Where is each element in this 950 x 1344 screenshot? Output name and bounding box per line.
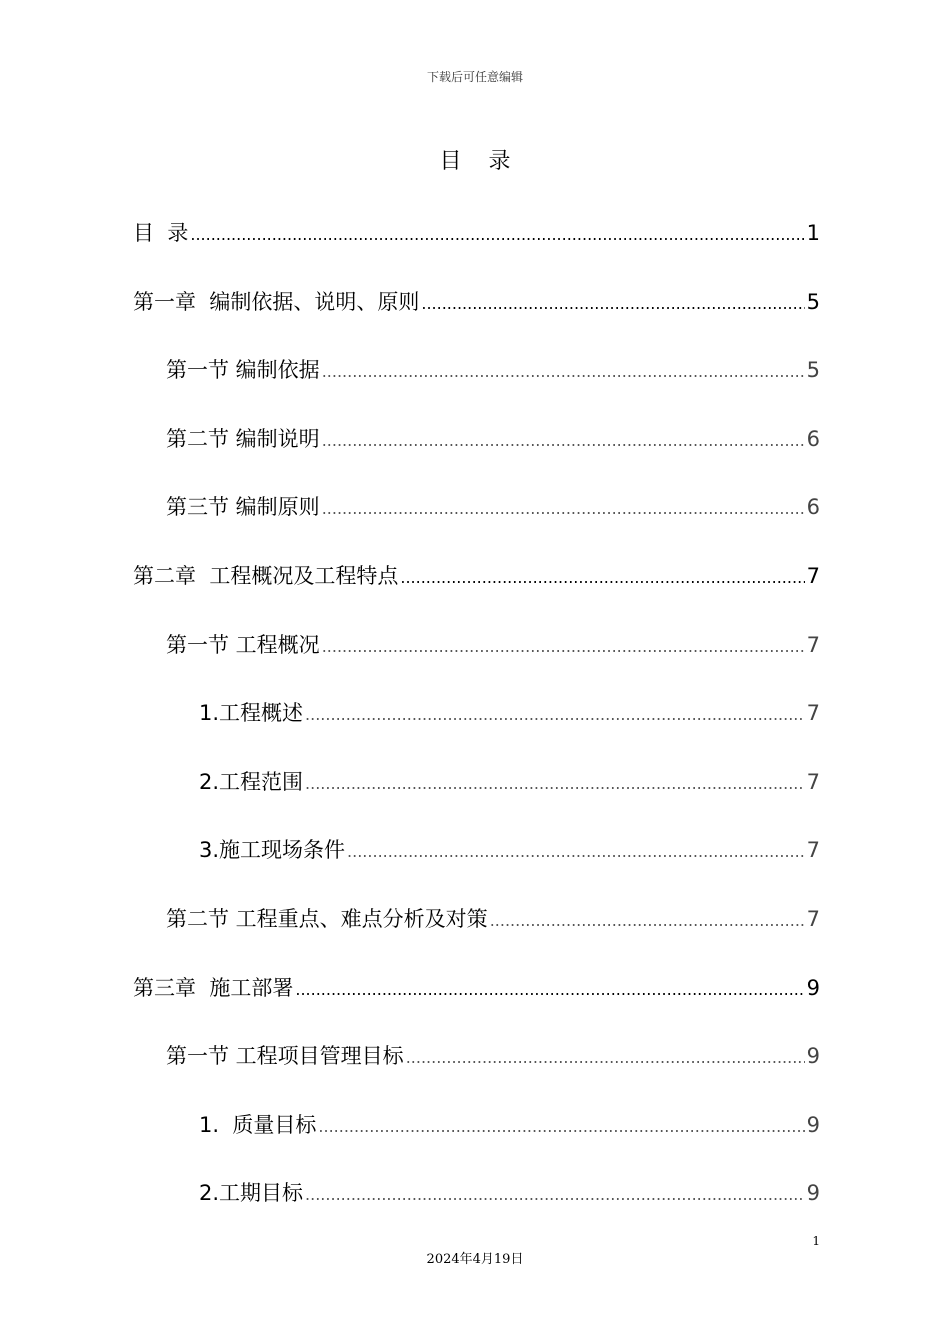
- toc-entry[interactable]: [166, 1039, 820, 1073]
- toc-entry[interactable]: [199, 1176, 820, 1210]
- toc-dot-leader: [406, 1041, 805, 1075]
- toc-entry[interactable]: [133, 216, 820, 250]
- toc-entry[interactable]: [166, 353, 820, 387]
- toc-entry-page-number: 5: [806, 290, 820, 314]
- footer-date: 2024年4月19日: [426, 1252, 524, 1267]
- toc-dot-leader: [318, 1110, 804, 1144]
- toc-entry-page-number: 7: [806, 701, 820, 725]
- toc-entry-label: 2.工期目标: [199, 1181, 304, 1205]
- toc-dot-leader: [305, 698, 805, 732]
- toc-dot-leader: [305, 1178, 805, 1212]
- page-title: 目 录: [439, 149, 521, 174]
- toc-entry-page-number: 9: [806, 1181, 820, 1205]
- toc-entry-label: 第一节 工程概况: [166, 633, 320, 657]
- toc-entry-label: 第三节 编制原则: [166, 495, 320, 519]
- toc-entry-page-number: 6: [806, 495, 820, 519]
- toc-entry-label: 第三章 施工部署: [133, 976, 294, 1000]
- toc-entry[interactable]: [166, 422, 820, 456]
- toc-entry-page-number: 7: [806, 770, 820, 794]
- toc-entry-page-number: 6: [806, 427, 820, 451]
- toc-dot-leader: [400, 561, 804, 595]
- toc-entry[interactable]: [133, 285, 820, 319]
- toc-dot-leader: [421, 287, 804, 321]
- toc-dot-leader: [322, 424, 805, 458]
- toc-entry-page-number: 1: [806, 221, 820, 245]
- toc-dot-leader: [322, 630, 805, 664]
- header-note: 下载后可任意编辑: [426, 70, 523, 84]
- toc-entry-page-number: 9: [806, 976, 820, 1000]
- page-number: 1: [812, 1234, 820, 1248]
- toc-dot-leader: [490, 904, 805, 938]
- toc-entry[interactable]: [166, 628, 820, 662]
- toc-entry-page-number: 9: [806, 1044, 820, 1068]
- toc-entry[interactable]: [166, 902, 820, 936]
- toc-entry[interactable]: [199, 833, 820, 867]
- toc-entry-label: 2.工程范围: [199, 770, 304, 794]
- toc-entry-label: 1. 质量目标: [199, 1113, 317, 1137]
- toc-entry[interactable]: [199, 1108, 820, 1142]
- toc-entry-page-number: 9: [806, 1113, 820, 1137]
- toc-dot-leader: [295, 973, 804, 1007]
- toc-entry-page-number: 7: [806, 838, 820, 862]
- toc-dot-leader: [347, 835, 805, 869]
- toc-entry[interactable]: [133, 971, 820, 1005]
- toc-entry-label: 第二节 工程重点、难点分析及对策: [166, 907, 488, 931]
- toc-entry-label: 目 录: [133, 221, 189, 245]
- toc-entry-page-number: 7: [806, 564, 820, 588]
- toc-dot-leader: [190, 218, 804, 252]
- toc-dot-leader: [305, 767, 805, 801]
- toc-entry[interactable]: [166, 490, 820, 524]
- toc-entry-label: 3.施工现场条件: [199, 838, 346, 862]
- toc-entry-label: 第一章 编制依据、说明、原则: [133, 290, 420, 314]
- toc-entry-page-number: 5: [806, 358, 820, 382]
- toc-dot-leader: [322, 355, 805, 389]
- toc-entry-label: 第二节 编制说明: [166, 427, 320, 451]
- toc-entry-page-number: 7: [806, 907, 820, 931]
- toc-entry-label: 第一节 编制依据: [166, 358, 320, 382]
- toc-dot-leader: [322, 492, 805, 526]
- toc-entry-label: 第一节 工程项目管理目标: [166, 1044, 404, 1068]
- toc-entry-label: 1.工程概述: [199, 701, 304, 725]
- toc-entry[interactable]: [199, 765, 820, 799]
- toc-entry[interactable]: [199, 696, 820, 730]
- toc-entry[interactable]: [133, 559, 820, 593]
- toc-entry-label: 第二章 工程概况及工程特点: [133, 564, 399, 588]
- toc-entry-page-number: 7: [806, 633, 820, 657]
